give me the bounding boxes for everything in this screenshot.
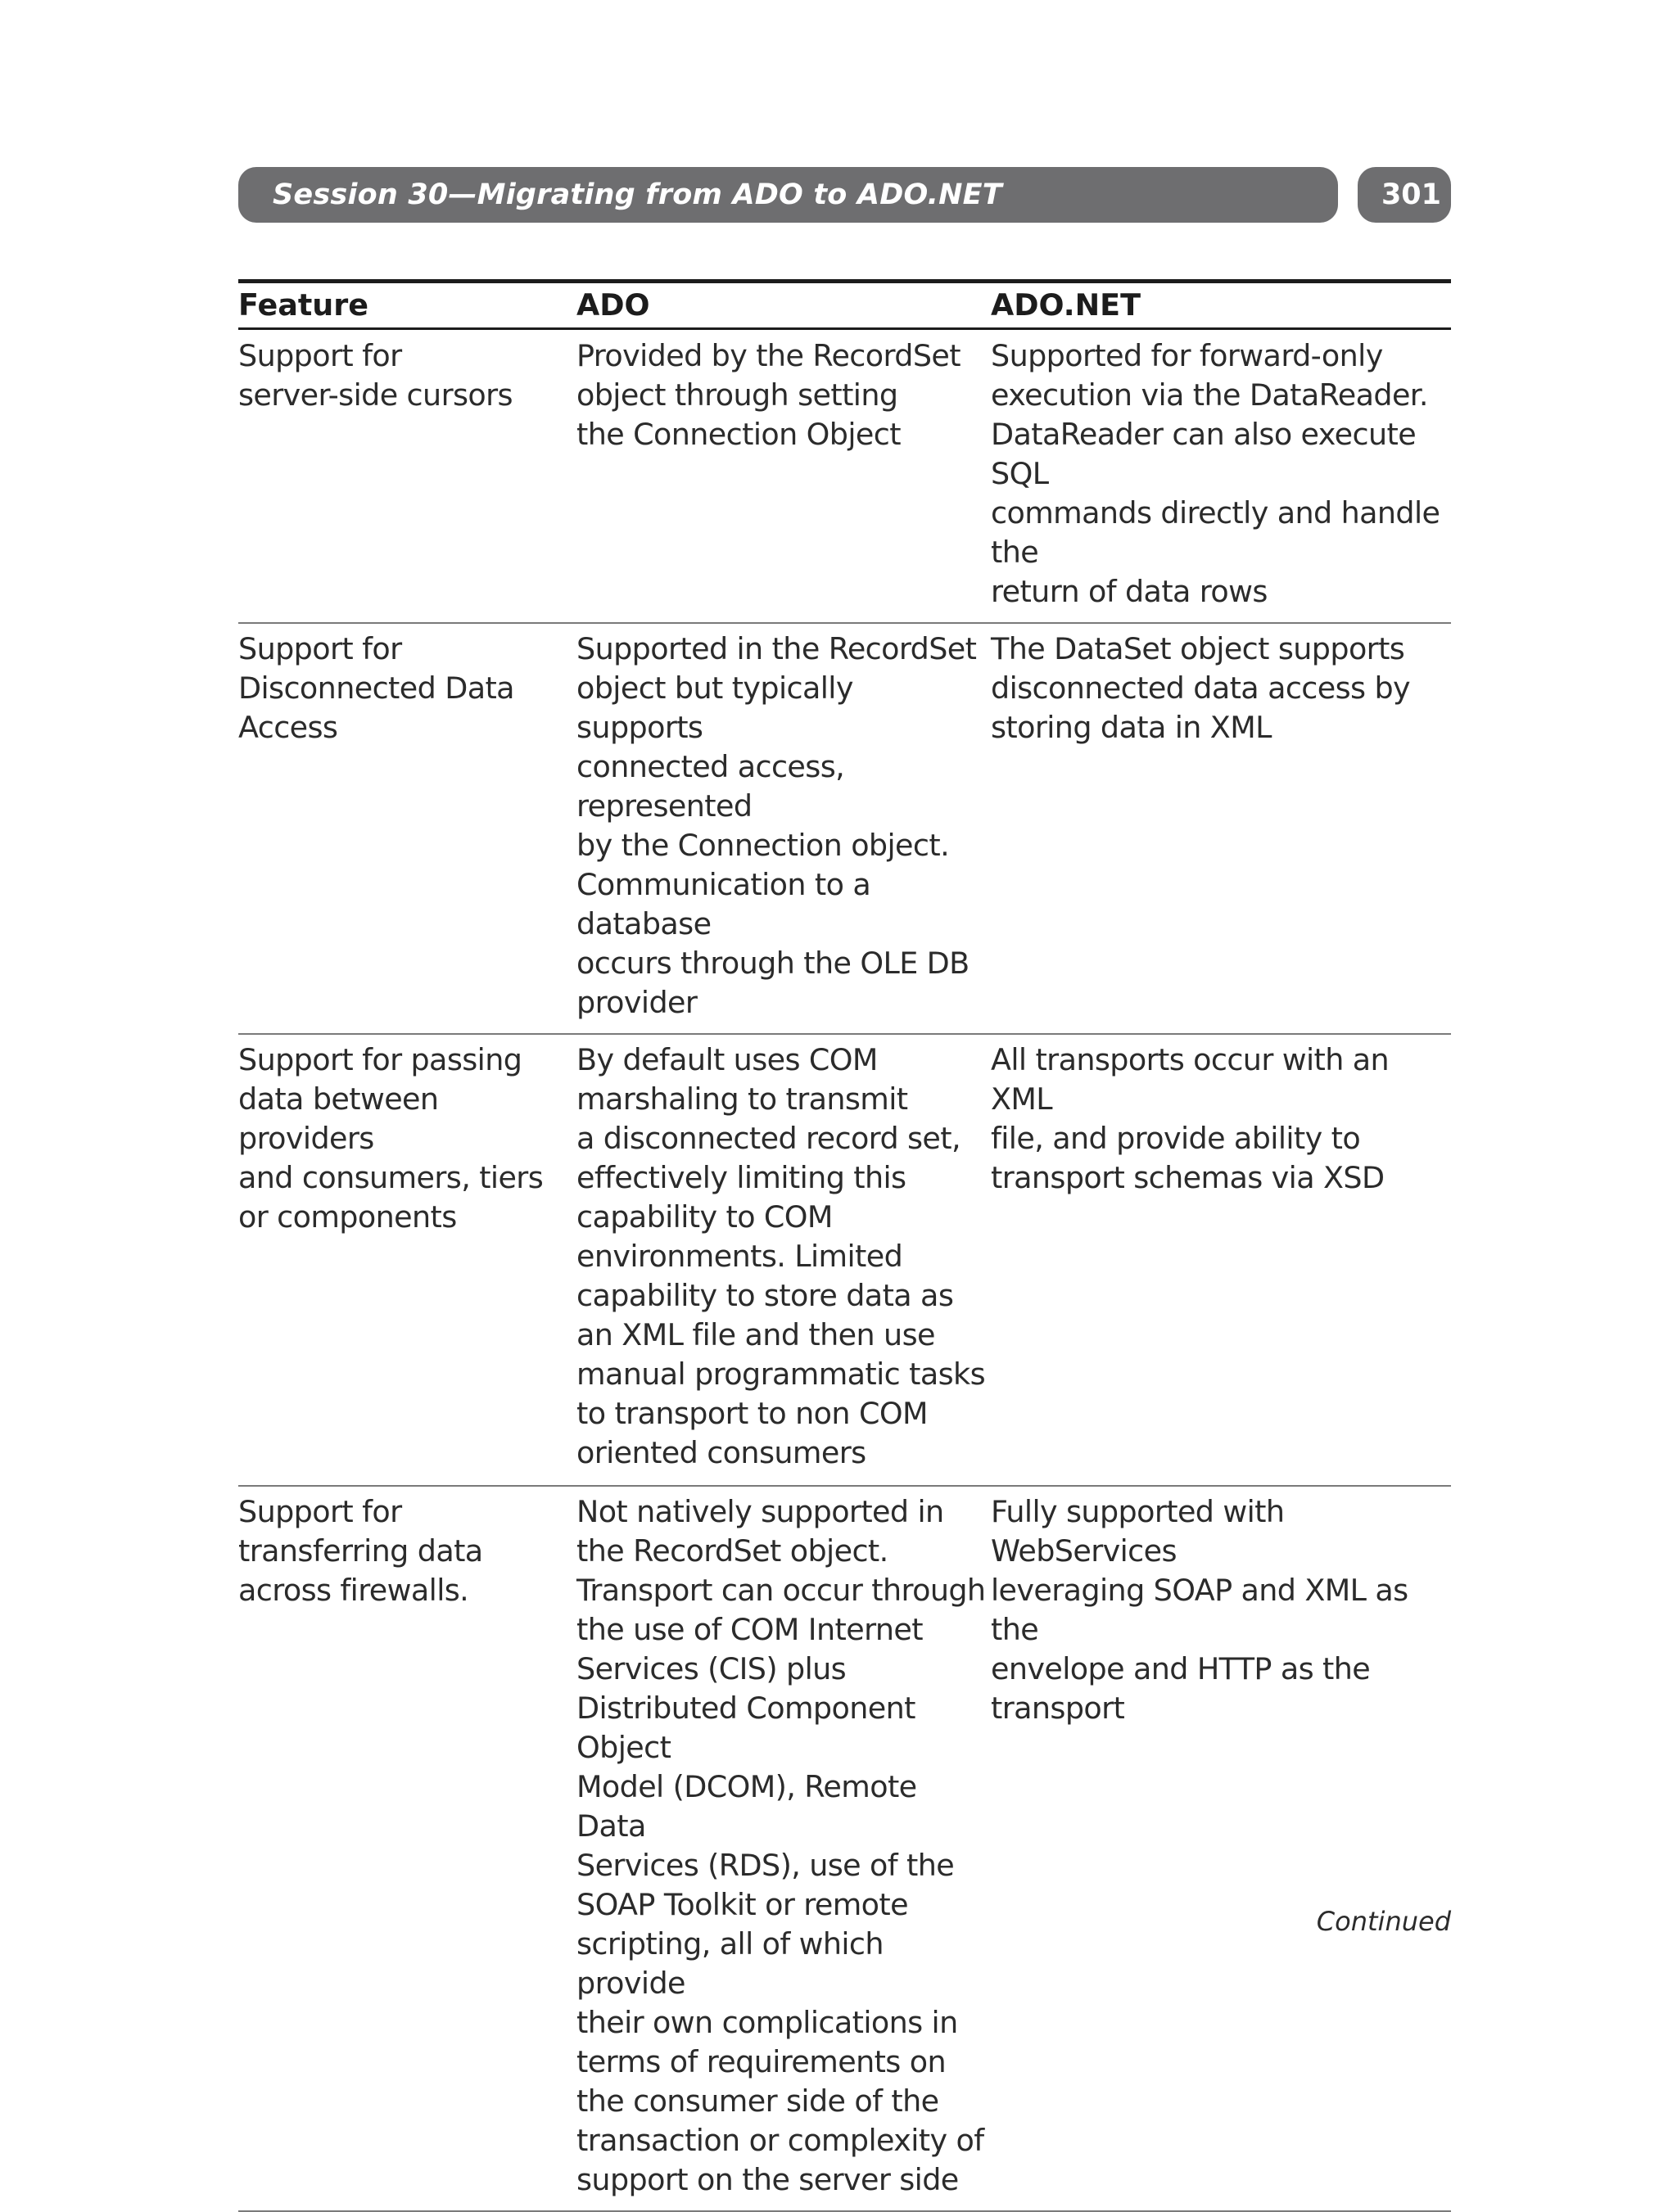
table-row <box>238 623 1451 1034</box>
column-header-feature: Feature <box>238 282 576 329</box>
cell-adonet: The DataSet object supports disconnected data access by storing data in XML <box>991 623 1451 1034</box>
cell-ado: Provided by the RecordSet object through setting the Connection Object <box>576 329 991 624</box>
cell-ado: Not natively supported in the RecordSet object. Transport can occur through the use of COM Internet Services (CIS) plus Distributed Component Object Model (DCOM), Remote Data Services (RDS), use of the SOAP Toolkit or remote scripting, all of which provide their own complications in terms of requirements on the consumer side of the transaction or complexity of support on the server side <box>576 1486 991 2211</box>
column-header-adonet: ADO.NET <box>991 282 1451 329</box>
table-row <box>238 329 1451 624</box>
page-number: 301 <box>1381 178 1441 211</box>
table-header-row <box>238 282 1451 329</box>
cell-adonet: All transports occur with an XML file, and provide ability to transport schemas via XSD <box>991 1034 1451 1486</box>
cell-feature: Support for Disconnected Data Access <box>238 623 576 1034</box>
table-row <box>238 1486 1451 2211</box>
cell-feature: Support for server-side cursors <box>238 329 576 624</box>
column-header-ado: ADO <box>576 282 991 329</box>
cell-feature: Support for transferring data across firewalls. <box>238 1486 576 2211</box>
cell-ado: By default uses COM marshaling to transmit a disconnected record set, effectively limiting this capability to COM environments. Limited capability to store data as an XML file and then use manual programmatic tasks to transport to non COM oriented consumers <box>576 1034 991 1486</box>
cell-ado: Supported in the RecordSet object but typically supports connected access, represented by the Connection object. Communication to a database occurs through the OLE DB provider <box>576 623 991 1034</box>
comparison-table <box>238 279 1451 2212</box>
running-header <box>238 167 1338 223</box>
table-header <box>238 282 1451 329</box>
continued-note: Continued <box>1316 1906 1451 1937</box>
running-header-title: Session 30—Migrating from ADO to ADO.NET <box>273 178 1002 211</box>
table-row <box>238 1034 1451 1486</box>
cell-adonet: Fully supported with WebServices leveraging SOAP and XML as the envelope and HTTP as the transport <box>991 1486 1451 2211</box>
cell-feature: Support for passing data between providers and consumers, tiers or components <box>238 1034 576 1486</box>
table-body <box>238 329 1451 2212</box>
cell-adonet: Supported for forward-only execution via the DataReader. DataReader can also execute SQL commands directly and handle the return of data rows <box>991 329 1451 624</box>
page-number-box <box>1358 167 1451 223</box>
